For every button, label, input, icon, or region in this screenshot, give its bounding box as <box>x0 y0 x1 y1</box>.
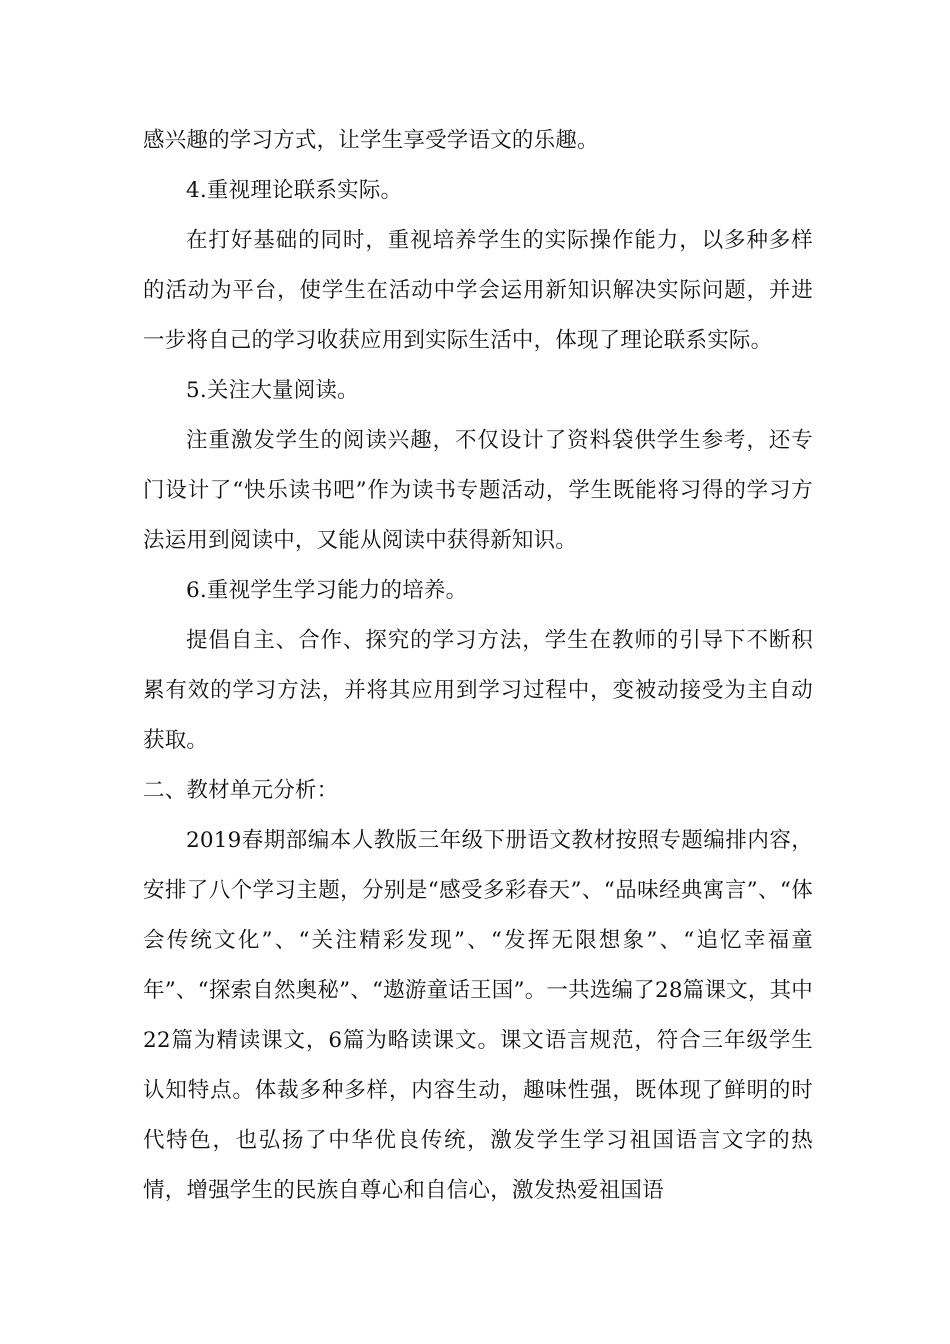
heading-point-5: 5.关注大量阅读。 <box>186 378 359 403</box>
heading-point-6: 6.重视学生学习能力的培养。 <box>186 578 468 603</box>
paragraph-point-5: 注重激发学生的阅读兴趣，不仅设计了资料袋供学生参考，还专门设计了“快乐读书吧”作为读书专题活动，学生既能将习得的学习方法运用到阅读中，又能从阅读中获得新知识。 <box>143 428 813 553</box>
paragraph-point-6: 提倡自主、合作、探究的学习方法，学生在教师的引导下不断积累有效的学习方法，并将其应用到学习过程中，变被动接受为主自动获取。 <box>143 628 813 753</box>
document-body <box>143 116 813 1216</box>
paragraph-point-4: 在打好基础的同时，重视培养学生的实际操作能力，以多种多样的活动为平台，使学生在活动中学会运用新知识解决实际问题，并进一步将自己的学习收获应用到实际生活中，体现了理论联系实际。 <box>143 228 813 353</box>
heading-point-4: 4.重视理论联系实际。 <box>186 178 403 203</box>
paragraph-continuation: 感兴趣的学习方式，让学生享受学语文的乐趣。 <box>143 128 599 153</box>
paragraph-unit-analysis: 2019春期部编本人教版三年级下册语文教材按照专题编排内容，安排了八个学习主题，分别是“感受多彩春天”、“品味经典寓言”、“体会传统文化”、“关注精彩发现”、“发挥无限想象”、“追忆幸福童年”、“探索自然奥秘”、“遨游童话王国”。一共选编了28篇课文，其中22篇为精读课文，6篇为略读课文。课文语言规范，符合三年级学生认知特点。体裁多种多样，内容生动，趣味性强，既体现了鲜明的时代特色，也弘扬了中华优良传统，激发学生学习祖国语言文字的热情，增强学生的民族自尊心和自信心，激发热爱祖国语 <box>143 828 813 1203</box>
section-heading-unit-analysis: 二、教材单元分析： <box>143 778 339 803</box>
